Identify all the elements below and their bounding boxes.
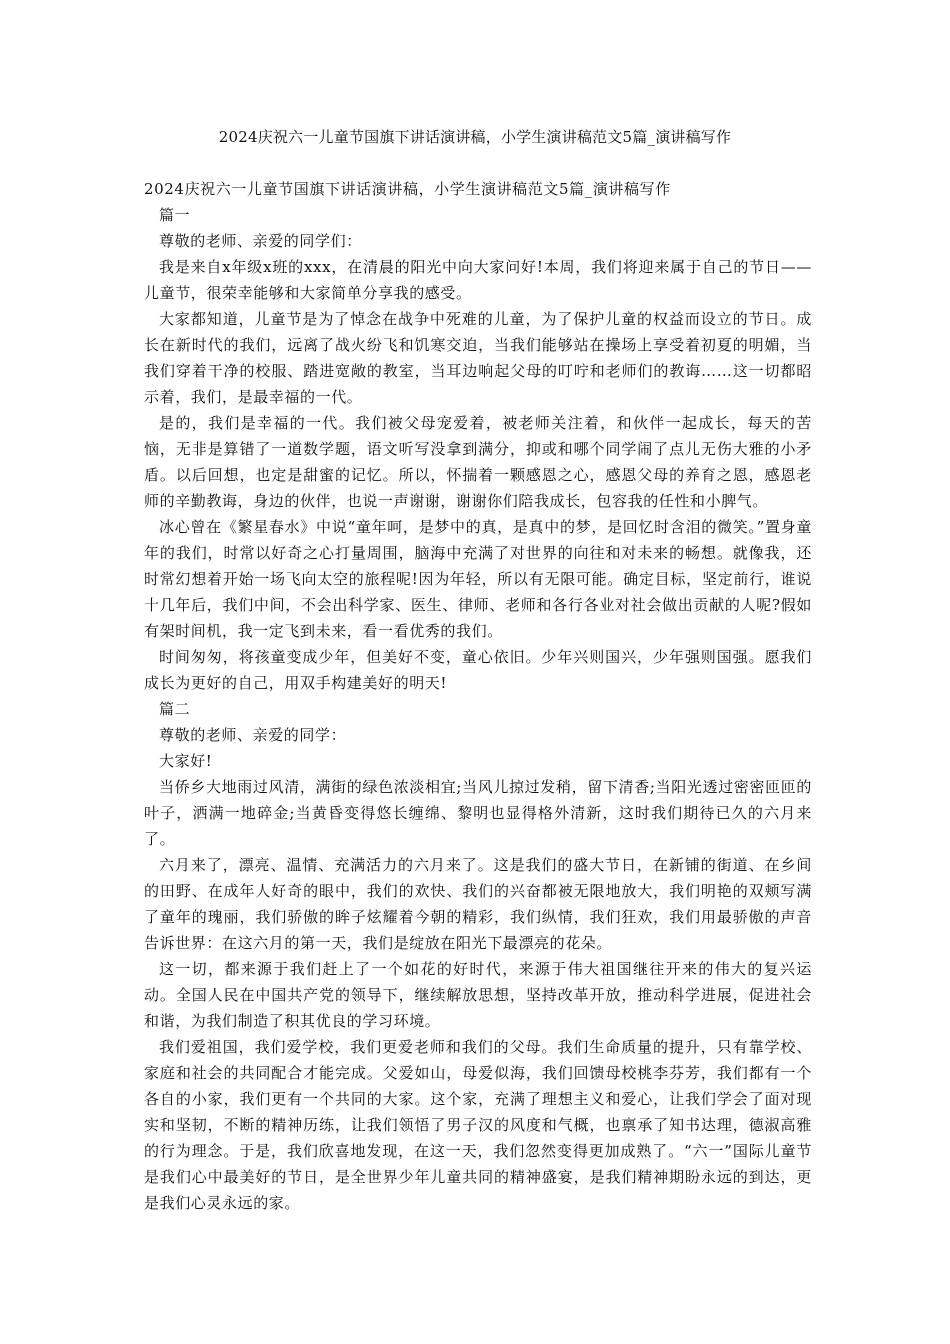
salutation-1: 尊敬的老师、亲爱的同学们： <box>159 232 362 250</box>
paragraph: 时间匆匆，将孩童变成少年，但美好不变，童心依旧。少年兴则国兴，少年强则国强。愿我们成长为更好的自己，用双手构建美好的明天! <box>144 648 812 692</box>
paragraph: 冰心曾在《繁星春水》中说“童年呵，是梦中的真，是真中的梦，是回忆时含泪的微笑。”置身童年的我们，时常以好奇之心打量周围，脑海中充满了对世界的向往和对未来的畅想。就像我，还时常幻想着开始一场飞向太空的旅程呢!因为年轻，所以有无限可能。确定目标，坚定前行，谁说十几年后，我们中间，不会出科学家、医生、律师、老师和各行各业对社会做出贡献的人呢?假如有架时间机，我一定飞到未来，看一看优秀的我们。 <box>144 518 812 640</box>
section-heading-2: 篇二 <box>159 700 191 718</box>
paragraph: 我们爱祖国，我们爱学校，我们更爱老师和我们的父母。我们生命质量的提升，只有靠学校、家庭和社会的共同配合才能完成。父爱如山，母爱似海，我们回馈母校桃李芬芳，我们都有一个各自的小家，我们更有一个共同的大家。这个家，充满了理想主义和爱心，让我们学会了面对现实和坚韧，不断的精神历练，让我们领悟了男子汉的风度和气概，也禀承了知书达理，德淑高雅的行为理念。于是，我们欣喜地发现，在这一天，我们忽然变得更加成熟了。“六一”国际儿童节是我们心中最美好的节日，是全世界少年儿童共同的精神盛宴，是我们精神期盼永远的到达，更是我们心灵永远的家。 <box>144 1038 812 1212</box>
paragraph: 是的，我们是幸福的一代。我们被父母宠爱着，被老师关注着，和伙伴一起成长，每天的苦恼，无非是算错了一道数学题，语文听写没拿到满分，抑或和哪个同学闹了点儿无伤大雅的小矛盾。以后回想，也定是甜蜜的记忆。所以，怀揣着一颗感恩之心，感恩父母的养育之恩，感恩老师的辛勤教诲，身边的伙伴，也说一声谢谢，谢谢你们陪我成长，包容我的任性和小脾气。 <box>144 414 812 510</box>
document-body <box>144 176 812 1216</box>
document-title: 2024庆祝六一儿童节国旗下讲话演讲稿，小学生演讲稿范文5篇_演讲稿写作 <box>218 128 732 146</box>
salutation-2: 尊敬的老师、亲爱的同学： <box>159 726 347 744</box>
paragraph: 我是来自x年级x班的xxx，在清晨的阳光中向大家问好!本周，我们将迎来属于自己的节日——儿童节，很荣幸能够和大家简单分享我的感受。 <box>144 258 812 302</box>
greeting: 大家好! <box>159 752 213 770</box>
paragraph: 当侨乡大地雨过风清，满街的绿色浓淡相宜;当风儿掠过发稍，留下清香;当阳光透过密密匝匝的叶子，洒满一地碎金;当黄昏变得悠长缠绵、黎明也显得格外清新，这时我们期待已久的六月来了。 <box>144 778 812 848</box>
paragraph: 这一切，都来源于我们赶上了一个如花的好时代，来源于伟大祖国继往开来的伟大的复兴运动。全国人民在中国共产党的领导下，继续解放思想，坚持改革开放，推动科学进展，促进社会和谐，为我们制造了积其优良的学习环境。 <box>144 960 812 1030</box>
section-heading-1: 篇一 <box>159 206 191 224</box>
paragraph: 六月来了，漂亮、温情、充满活力的六月来了。这是我们的盛大节日，在新铺的街道、在乡间的田野、在成年人好奇的眼中，我们的欢快、我们的兴奋都被无限地放大，我们明艳的双颊写满了童年的瑰丽，我们骄傲的眸子炫耀着今朝的精彩，我们纵情，我们狂欢，我们用最骄傲的声音告诉世界：在这六月的第一天，我们是绽放在阳光下最漂亮的花朵。 <box>144 856 812 952</box>
document-subtitle: 2024庆祝六一儿童节国旗下讲话演讲稿，小学生演讲稿范文5篇_演讲稿写作 <box>144 180 671 198</box>
paragraph: 大家都知道，儿童节是为了悼念在战争中死难的儿童，为了保护儿童的权益而设立的节日。成长在新时代的我们，远离了战火纷飞和饥寒交迫，当我们能够站在操场上享受着初夏的明媚，当我们穿着干净的校服、踏进宽敞的教室，当耳边响起父母的叮咛和老师们的教诲……这一切都昭示着，我们，是最幸福的一代。 <box>144 310 812 406</box>
